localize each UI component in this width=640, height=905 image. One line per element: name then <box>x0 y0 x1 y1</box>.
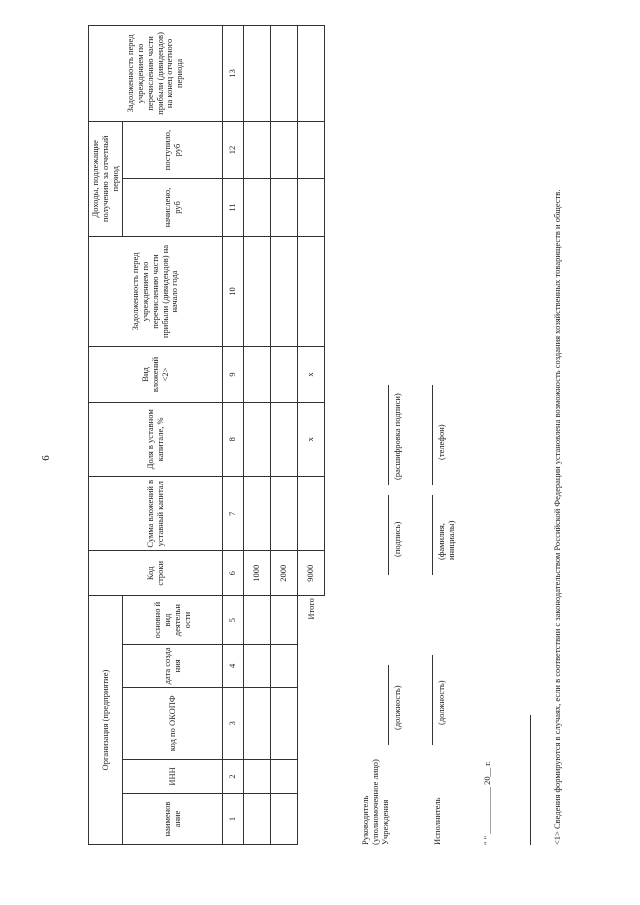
debt-start-header: Задолженность перед учреждением по перечислению части прибыли (дивидендов) на начало года <box>89 236 223 347</box>
col-number: 10 <box>223 236 244 347</box>
footnote-separator <box>530 715 531 845</box>
org-group-header: Организация (предприятие) <box>89 596 123 845</box>
col-number: 6 <box>223 551 244 596</box>
col-number: 13 <box>223 26 244 122</box>
row-type <box>271 347 298 402</box>
row-type: x <box>298 347 325 402</box>
head-label: Руководитель (уполномоченное лицо) Учреждения <box>360 759 390 845</box>
row-code: 9000 <box>298 551 325 596</box>
phone-line <box>432 385 433 485</box>
invest-type-header: Вид вложений <2> <box>89 347 223 402</box>
accrued-header: начислено, руб <box>123 179 223 236</box>
exec-position-caption: (должность) <box>436 680 446 725</box>
footnote: <1> Сведения формируются в случаях, если в соответствии с законодательством Российской Федерации установлена возможность создания хозяйственных товариществ и обществ. <box>552 189 562 845</box>
row-share: x <box>298 402 325 476</box>
name-header: наименов ание <box>123 793 223 844</box>
decode-caption: (расшифровка подписи) <box>392 393 402 480</box>
okopf-header: код по ОКОПФ <box>123 687 223 759</box>
col-number: 5 <box>223 596 244 645</box>
col-number: 2 <box>223 759 244 793</box>
sign-caption: (подпись) <box>392 521 402 557</box>
date-line: " " ___________ 20__ г. <box>482 761 492 845</box>
row-code: 1000 <box>244 551 271 596</box>
position-line <box>388 665 389 745</box>
row-share <box>244 402 271 476</box>
income-group-header: Доходы, подлежащие получению за отчетный период <box>89 121 123 236</box>
report-table <box>88 25 325 845</box>
decode-line <box>388 385 389 485</box>
share-header: Доля в уставном капитале, % <box>89 402 223 476</box>
activity-header: основно й вид деятельн ости <box>123 596 223 645</box>
table-row <box>271 26 298 845</box>
position-caption: (должность) <box>392 685 402 730</box>
page-number: 6 <box>39 455 52 461</box>
col-number: 7 <box>223 477 244 551</box>
exec-name-line <box>432 495 433 575</box>
col-number: 3 <box>223 687 244 759</box>
row-code: 2000 <box>271 551 298 596</box>
line-code-header: Код строки <box>89 551 223 596</box>
date-header: дата созда ния <box>123 645 223 688</box>
received-header: поступило, руб <box>123 121 223 178</box>
total-label: Итого <box>298 596 325 845</box>
col-number: 12 <box>223 121 244 178</box>
phone-caption: (телефон) <box>436 424 446 460</box>
col-number: 8 <box>223 402 244 476</box>
exec-position-line <box>432 655 433 745</box>
col-number: 9 <box>223 347 244 402</box>
row-type <box>244 347 271 402</box>
table-row <box>244 26 271 845</box>
col-number: 11 <box>223 179 244 236</box>
invest-sum-header: Сумма вложений в уставный капитал <box>89 477 223 551</box>
executor-label: Исполнитель <box>432 797 442 845</box>
total-row <box>298 26 325 845</box>
sign-line <box>388 495 389 575</box>
exec-name-caption: (фамилия, инициалы) <box>436 520 456 560</box>
debt-end-header: Задолженность перед учреждением по перечислению части прибыли (дивидендов) на конец отчетного периода <box>89 26 223 122</box>
row-share <box>271 402 298 476</box>
col-number: 4 <box>223 645 244 688</box>
inn-header: ИНН <box>123 759 223 793</box>
col-number: 1 <box>223 793 244 844</box>
